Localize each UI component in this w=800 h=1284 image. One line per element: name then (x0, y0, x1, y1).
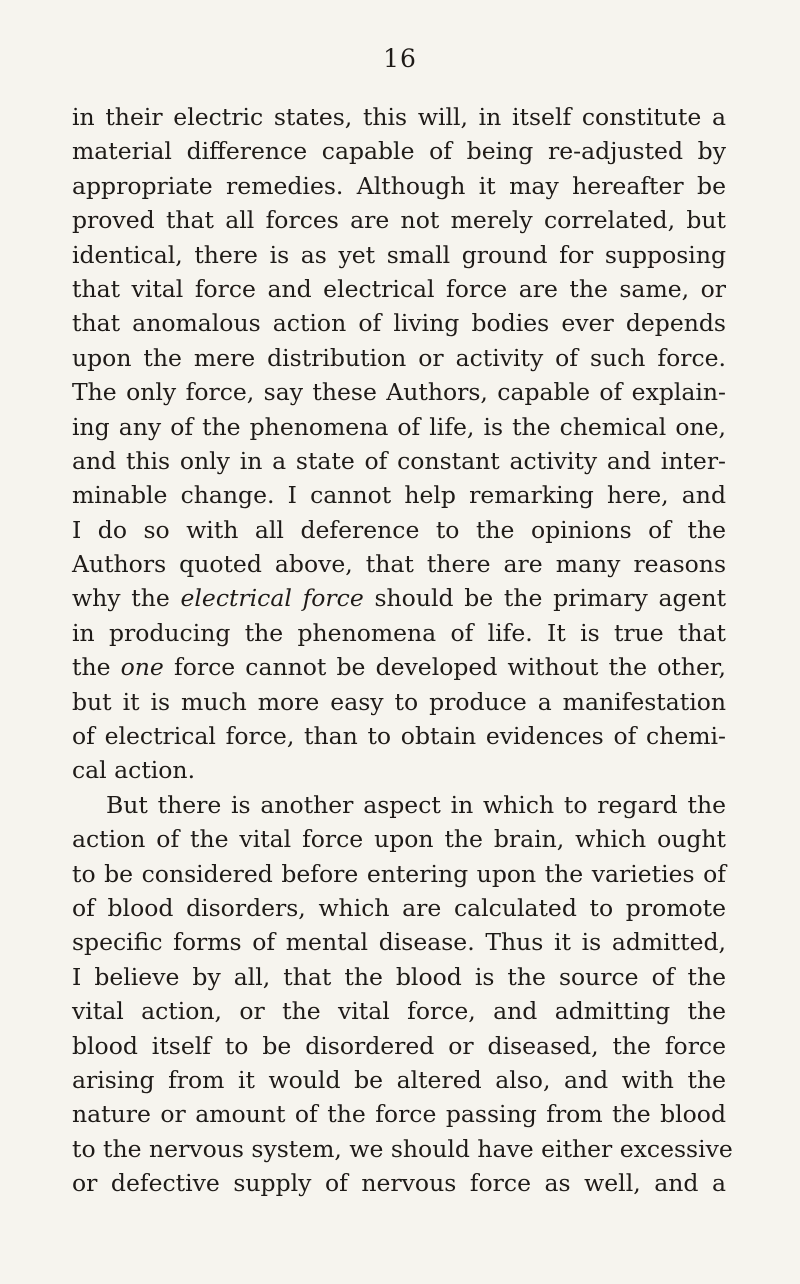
body-text (72, 100, 733, 1201)
text-fragment: should be the primary agent (363, 584, 727, 613)
text-line: blood itself to be disordered or diseased, the force (72, 1031, 726, 1060)
text-line: specific forms of mental disease. Thus it is admitted, (72, 928, 726, 957)
text-line: Authors quoted above, that there are many reasons (72, 550, 726, 579)
text-line: upon the mere distribution or activity of such force. (72, 343, 726, 372)
text-line: in producing the phenomena of life. It is true that (72, 618, 726, 647)
text-line: to be considered before entering upon the varieties of (72, 859, 726, 888)
italic-word: one (120, 653, 164, 682)
text-line: that anomalous action of living bodies ever depends (72, 309, 726, 338)
text-line: to the nervous system, we should have either excessive (72, 1134, 733, 1163)
text-line: I do so with all deference to the opinions of the (72, 515, 726, 544)
text-line: of blood disorders, which are calculated to promote (72, 893, 726, 922)
text-line: arising from it would be altered also, and with the (72, 1065, 726, 1094)
page-number: 16 (383, 44, 417, 73)
text-line: of electrical force, than to obtain evidences of chemi- (72, 722, 726, 751)
text-line: appropriate remedies. Although it may hereafter be (72, 171, 726, 200)
text-line: proved that all forces are not merely correlated, but (72, 206, 726, 235)
text-line: vital action, or the vital force, and admitting the (72, 997, 726, 1026)
text-line: or defective supply of nervous force as well, and a (72, 1169, 726, 1198)
italic-phrase: electrical force (180, 584, 364, 613)
text-line: but it is much more easy to produce a manifestation (72, 687, 726, 716)
text-line: nature or amount of the force passing from the blood (72, 1100, 726, 1129)
text-line: identical, there is as yet small ground for supposing (72, 240, 726, 269)
paragraph-start-line: But there is another aspect in which to regard the (106, 790, 726, 819)
text-line-with-italic (72, 650, 726, 684)
text-line: material difference capable of being re-adjusted by (72, 137, 726, 166)
text-line-with-italic (72, 581, 726, 615)
text-fragment: why the (72, 584, 181, 613)
text-line: minable change. I cannot help remarking here, and (72, 481, 726, 510)
text-fragment: the (72, 653, 121, 682)
text-line: ing any of the phenomena of life, is the chemical one, (72, 412, 726, 441)
text-line: that vital force and electrical force are the same, or (72, 274, 726, 303)
text-line: action of the vital force upon the brain, which ought (72, 825, 726, 854)
text-line: I believe by all, that the blood is the source of the (72, 962, 726, 991)
text-fragment: force cannot be developed without the other, (163, 653, 726, 682)
text-line: in their electric states, this will, in itself constitute a (72, 103, 726, 131)
text-line: and this only in a state of constant activity and inter- (72, 446, 726, 475)
text-line: The only force, say these Authors, capable of explain- (72, 378, 726, 407)
paragraph-end-line: cal action. (72, 756, 196, 785)
